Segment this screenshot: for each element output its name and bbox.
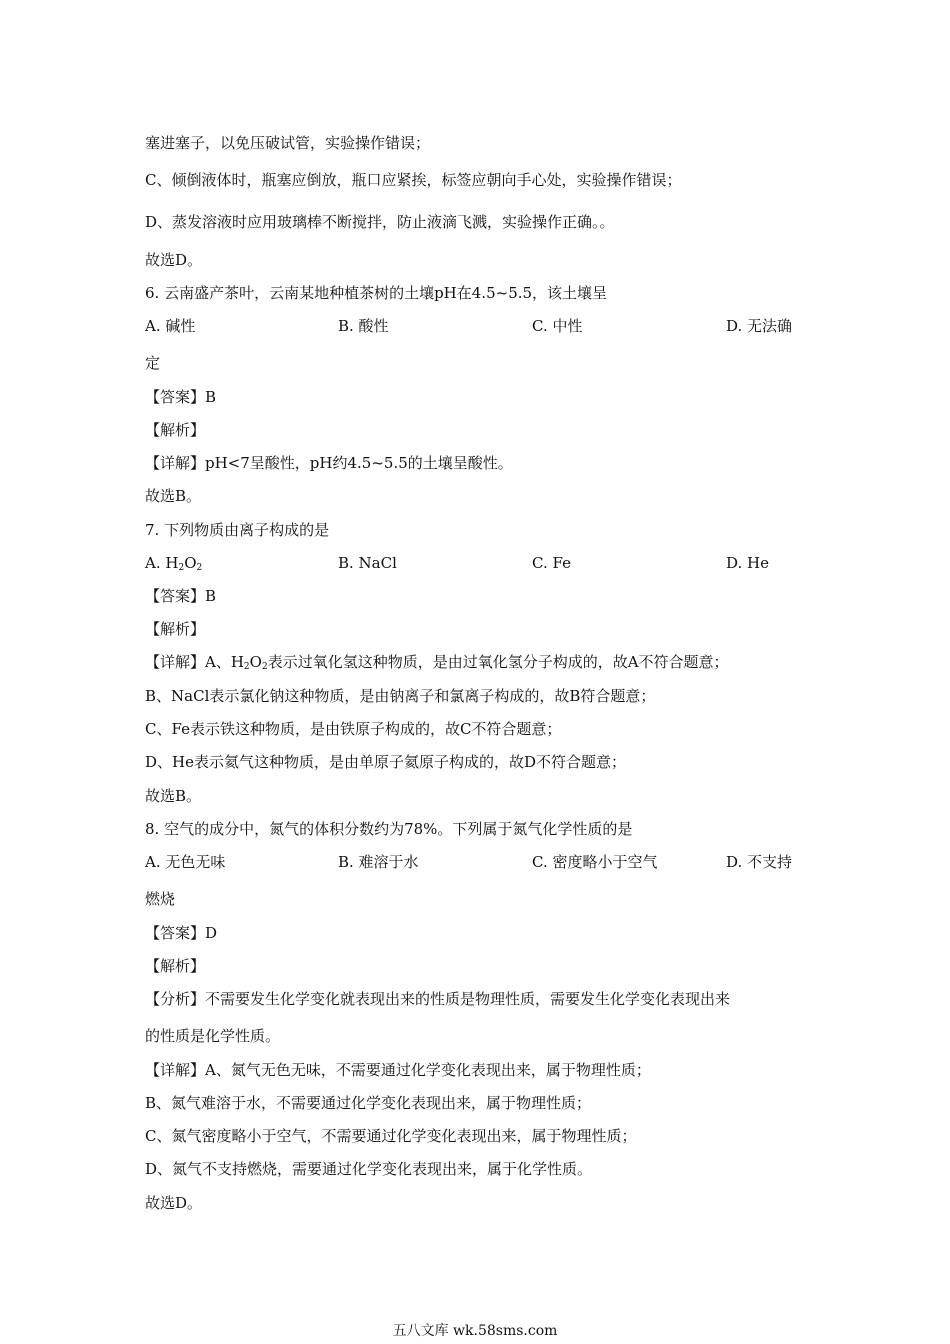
q8-analysis: 【解析】 xyxy=(145,957,206,975)
text-line: D、蒸发溶液时应用玻璃棒不断搅拌，防止液滴飞溅，实验操作正确。。 xyxy=(145,213,615,231)
q7-analysis: 【解析】 xyxy=(145,620,206,638)
text-line: 塞进塞子，以免压破试管，实验操作错误； xyxy=(145,134,431,152)
q7-detail-d: D、He表示氦气这种物质，是由单原子氦原子构成的，故D不符合题意； xyxy=(145,753,627,771)
q8-detail-c: C、氮气密度略小于空气，不需要通过化学变化表现出来，属于物理性质； xyxy=(145,1127,637,1145)
q7-detail: 【详解】A、$H_2O_2$表示过氧化氢这种物质，是由过氧化氢分子构成的，故A不符合题意； xyxy=(145,653,729,672)
q6-option-b: B. 酸性 xyxy=(338,317,389,335)
q6-choose: 故选B。 xyxy=(145,487,202,505)
q7-detail-b: B、NaCl表示氯化钠这种物质，是由钠离子和氯离子构成的，故B符合题意； xyxy=(145,687,656,705)
question-7: 7. 下列物质由离子构成的是 xyxy=(145,521,330,539)
q8-option-a: A. 无色无味 xyxy=(145,853,226,871)
q8-choose: 故选D。 xyxy=(145,1194,203,1212)
q6-option-c: C. 中性 xyxy=(532,317,583,335)
q8-detail: 【详解】A、氮气无色无味，不需要通过化学变化表现出来，属于物理性质； xyxy=(145,1061,651,1079)
q8-fenxi-line-1: 【分析】不需要发生化学变化就表现出来的性质是物理性质，需要发生化学变化表现出来 xyxy=(145,990,731,1008)
q7-choose: 故选B。 xyxy=(145,787,202,805)
q8-option-c: C. 密度略小于空气 xyxy=(532,853,658,871)
footer-watermark: 五八文库 wk.58sms.com xyxy=(392,1323,558,1339)
q7-option-d: D. He xyxy=(726,554,769,572)
q6-answer: 【答案】B xyxy=(145,388,217,406)
q8-fenxi-line-2: 的性质是化学性质。 xyxy=(145,1027,281,1045)
q7-detail-c: C、Fe表示铁这种物质，是由铁原子构成的，故C不符合题意； xyxy=(145,720,562,738)
q8-answer: 【答案】D xyxy=(145,924,218,942)
q6-detail: 【详解】pH<7呈酸性，pH约4.5~5.5的土壤呈酸性。 xyxy=(145,454,513,472)
q8-detail-d: D、氮气不支持燃烧，需要通过化学变化表现出来，属于化学性质。 xyxy=(145,1160,593,1178)
q6-analysis: 【解析】 xyxy=(145,421,206,439)
q8-option-b: B. 难溶于水 xyxy=(338,853,419,871)
text-line: 故选D。 xyxy=(145,251,203,269)
question-6: 6. 云南盛产茶叶，云南某地种植茶树的土壤pH在4.5~5.5，该土壤呈 xyxy=(145,284,608,302)
q8-detail-b: B、氮气难溶于水，不需要通过化学变化表现出来，属于物理性质； xyxy=(145,1094,592,1112)
q8-option-d-wrap: 燃烧 xyxy=(145,890,176,908)
q7-option-a: A. $H_2O_2$ xyxy=(145,554,203,573)
q6-option-d-wrap: 定 xyxy=(145,354,161,372)
text-line: C、倾倒液体时，瓶塞应倒放，瓶口应紧挨，标签应朝向手心处，实验操作错误； xyxy=(145,171,682,189)
q7-option-b: B. NaCl xyxy=(338,554,397,572)
q8-option-d: D. 不支持 xyxy=(726,853,793,871)
q7-answer: 【答案】B xyxy=(145,587,217,605)
q7-option-c: C. Fe xyxy=(532,554,571,572)
question-8: 8. 空气的成分中，氮气的体积分数约为78%。下列属于氮气化学性质的是 xyxy=(145,820,633,838)
q6-option-d: D. 无法确 xyxy=(726,317,793,335)
q6-option-a: A. 碱性 xyxy=(145,317,196,335)
